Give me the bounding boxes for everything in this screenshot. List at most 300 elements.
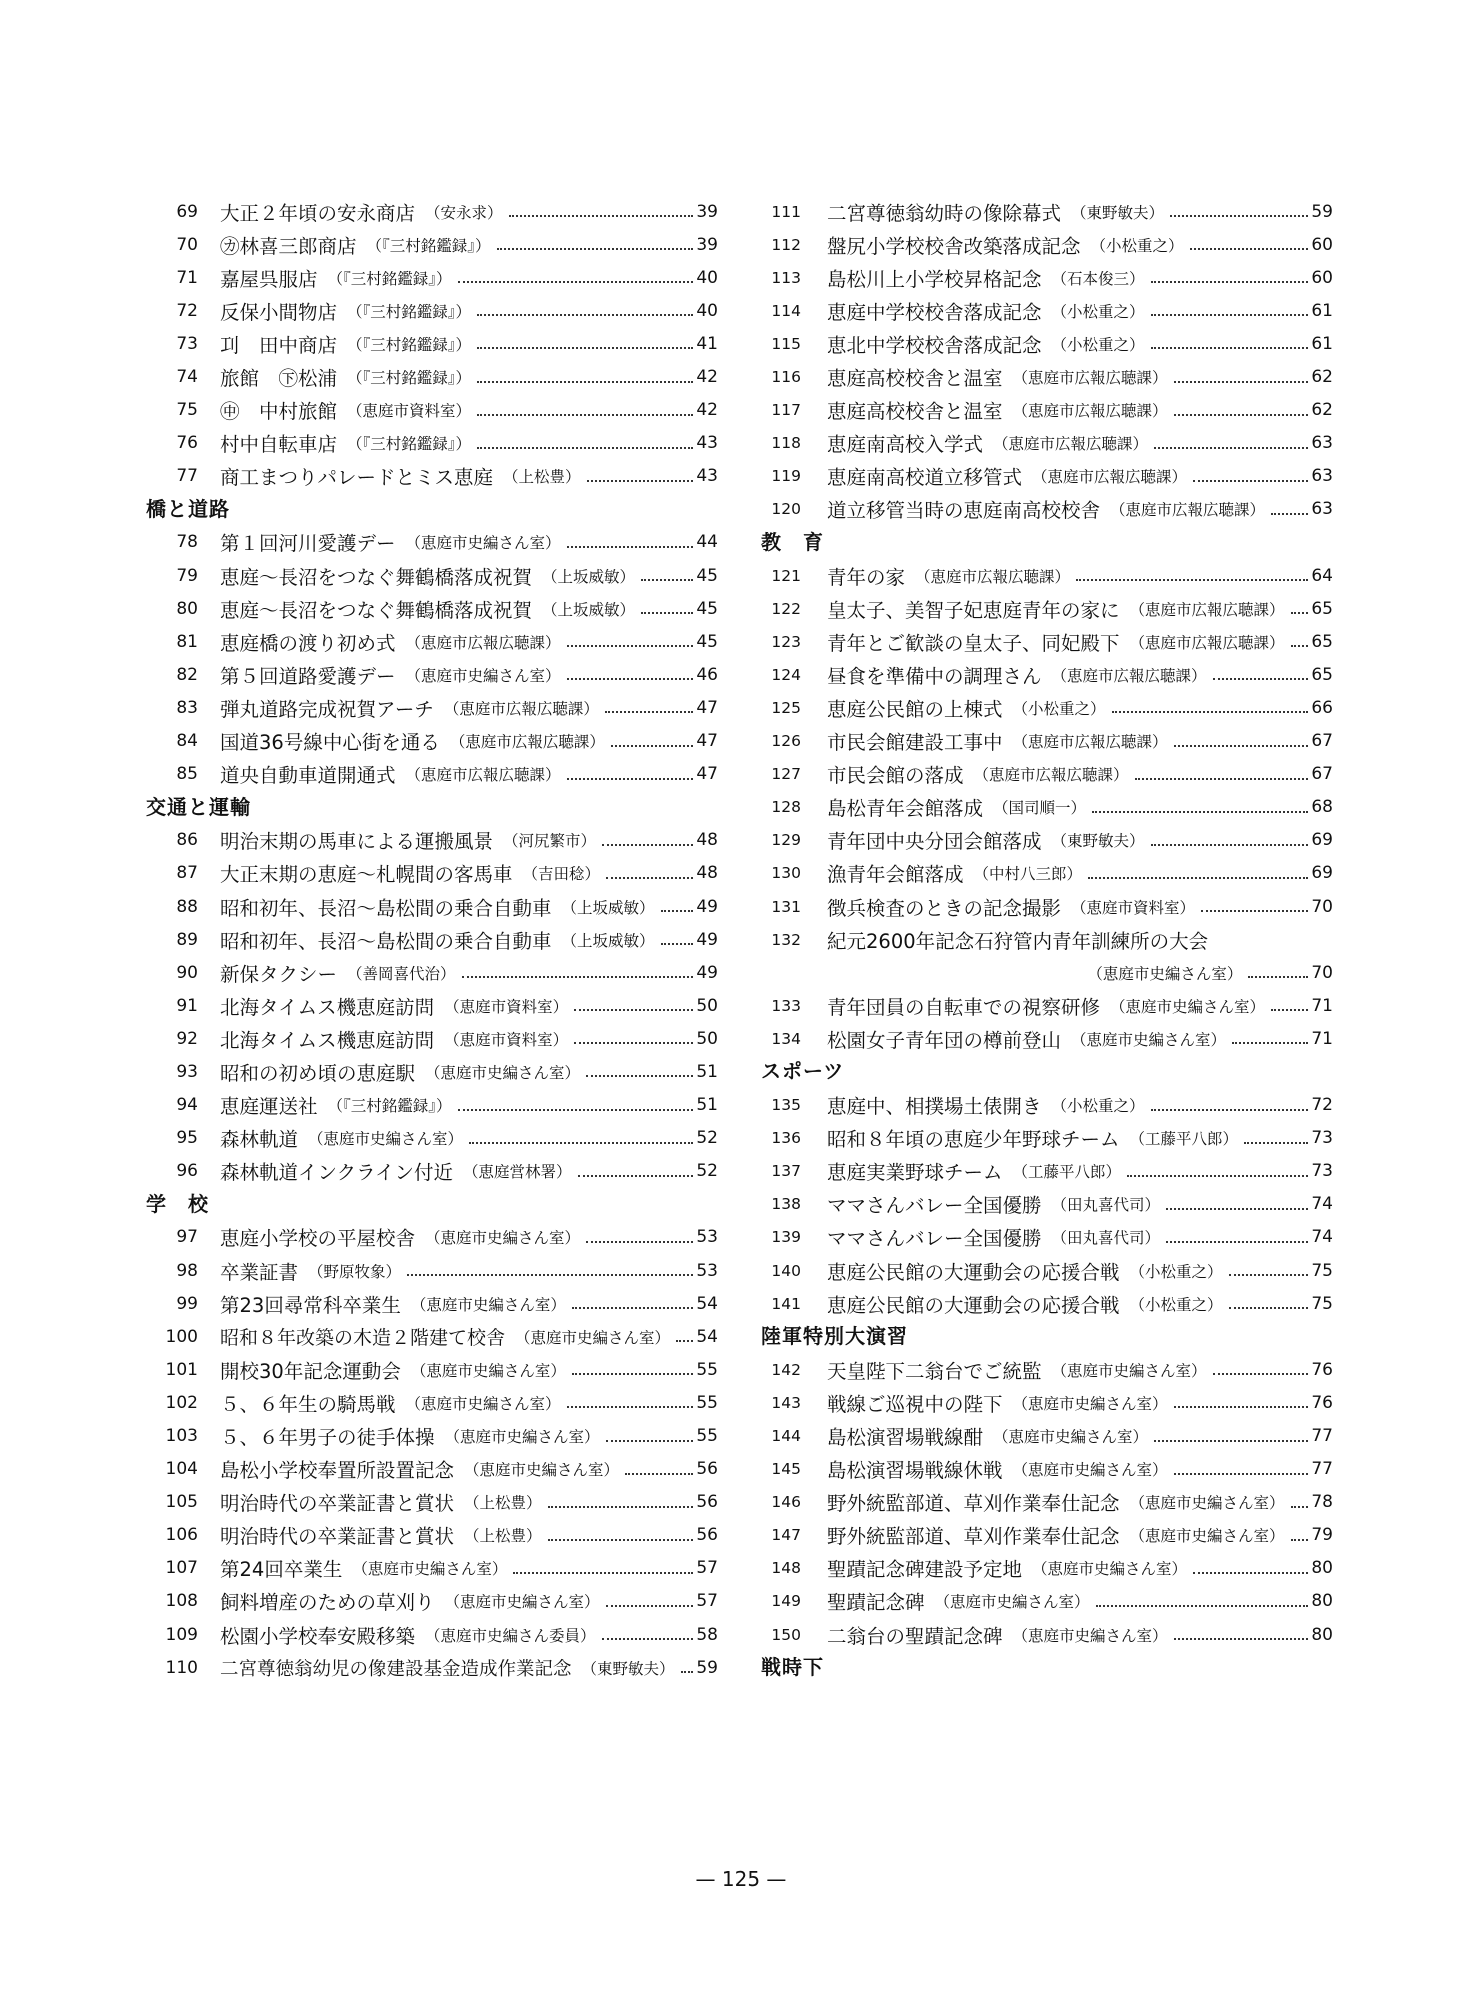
entry-page: 55 <box>696 1359 718 1380</box>
entry-number: 76 <box>176 433 198 454</box>
entry-number: 92 <box>176 1028 198 1049</box>
entry-number: 72 <box>176 300 198 321</box>
toc-entry <box>761 592 1333 625</box>
toc-entry <box>146 526 718 559</box>
toc-entry <box>761 1419 1333 1452</box>
entry-title: ㋕林喜三郎商店 <box>220 234 357 258</box>
entry-title: 青年の家 <box>827 565 906 589</box>
leader-dots <box>477 446 693 449</box>
entry-source: （恵庭市史編さん室） <box>1129 1494 1285 1513</box>
entry-source: （恵庭市資料室） <box>444 1030 569 1049</box>
entry-source: （工藤平八郎） <box>1129 1130 1239 1149</box>
entry-page: 80 <box>1311 1591 1333 1612</box>
toc-entry <box>146 1453 718 1486</box>
entry-page: 71 <box>1311 1028 1333 1049</box>
entry-source: （小松重之） <box>1051 335 1145 354</box>
toc-entry <box>146 1221 718 1254</box>
entry-number: 144 <box>771 1427 801 1446</box>
entry-source: （恵庭市史編さん室） <box>308 1130 464 1149</box>
entry-number: 135 <box>771 1096 801 1115</box>
entry-page: 45 <box>696 565 718 586</box>
leader-dots <box>661 942 694 945</box>
entry-page: 59 <box>696 1657 718 1678</box>
entry-number: 94 <box>176 1095 198 1116</box>
leader-dots <box>509 214 694 217</box>
entry-page: 67 <box>1311 764 1333 785</box>
entry-source: （中村八三郎） <box>973 865 1083 884</box>
entry-title: 恵庭公民館の上棟式 <box>827 697 1003 721</box>
leader-dots <box>548 1505 694 1508</box>
toc-entry <box>146 427 718 460</box>
leader-dots <box>1193 479 1308 482</box>
entry-title: 恵庭南高校入学式 <box>827 433 984 457</box>
entry-page: 65 <box>1311 631 1333 652</box>
section-heading: 学 校 <box>146 1191 209 1216</box>
leader-dots <box>1174 744 1309 747</box>
entry-source: （上坂威敏） <box>561 931 655 950</box>
toc-entry <box>146 460 718 493</box>
entry-page: 48 <box>696 830 718 851</box>
entry-page: 63 <box>1311 433 1333 454</box>
entry-title: 徴兵検査のときの記念撮影 <box>827 896 1062 920</box>
entry-title: 第24回卒業生 <box>220 1558 343 1582</box>
leader-dots <box>567 677 694 680</box>
leader-dots <box>1174 1637 1309 1640</box>
entry-title: 明治末期の馬車による運搬風景 <box>220 830 494 854</box>
entry-page: 47 <box>696 697 718 718</box>
entry-page: 58 <box>696 1624 718 1645</box>
toc-entry <box>761 890 1333 923</box>
entry-page: 73 <box>1311 1128 1333 1149</box>
entry-title: 昼食を準備中の調理さん <box>827 664 1042 688</box>
toc-entry <box>761 923 1333 989</box>
entry-page: 63 <box>1311 499 1333 520</box>
toc-right-column <box>761 195 1333 1684</box>
toc-entry <box>761 1618 1333 1651</box>
entry-title: 道立移管当時の恵庭南高校校舎 <box>827 499 1101 523</box>
entry-page: 60 <box>1311 234 1333 255</box>
toc-entry <box>146 592 718 625</box>
entry-number: 87 <box>176 863 198 884</box>
entry-source: （小松重之） <box>1051 302 1145 321</box>
entry-source: （野原牧象） <box>308 1262 402 1281</box>
toc-entry <box>761 1287 1333 1320</box>
entry-page: 68 <box>1311 797 1333 818</box>
toc-entry <box>761 1155 1333 1188</box>
entry-source: （恵庭市広報広聴課） <box>405 633 561 652</box>
toc-entry <box>146 923 718 956</box>
leader-dots <box>1154 1439 1308 1442</box>
entry-number: 118 <box>771 434 801 453</box>
toc-entry <box>146 1254 718 1287</box>
entry-source: （恵庭市広報広聴課） <box>1129 600 1285 619</box>
section-heading: 交通と運輸 <box>146 794 251 819</box>
entry-number: 103 <box>165 1426 198 1447</box>
toc-entry <box>146 327 718 360</box>
toc-entry <box>146 1519 718 1552</box>
toc-entry <box>761 1519 1333 1552</box>
entry-title: 恵庭南高校道立移管式 <box>827 466 1023 490</box>
toc-entry <box>146 1155 718 1188</box>
leader-dots <box>1174 1405 1309 1408</box>
leader-dots <box>477 380 693 383</box>
entry-page: 62 <box>1311 400 1333 421</box>
entry-title: 新保タクシー <box>220 962 338 986</box>
entry-title: 嘉屋呉服店 <box>220 267 318 291</box>
leader-dots <box>661 909 694 912</box>
leader-dots <box>1166 1240 1308 1243</box>
entry-source: （上坂威敏） <box>542 567 636 586</box>
leader-dots <box>574 1041 693 1044</box>
entry-number: 139 <box>771 1228 801 1247</box>
entry-page: 77 <box>1311 1459 1333 1480</box>
toc-entry <box>146 625 718 658</box>
entry-page: 63 <box>1311 466 1333 487</box>
entry-page: 76 <box>1311 1359 1333 1380</box>
entry-title: 松園女子青年団の樽前登山 <box>827 1028 1062 1052</box>
entry-title: ママさんバレー全国優勝 <box>827 1227 1042 1251</box>
entry-page: 75 <box>1311 1260 1333 1281</box>
entry-page: 50 <box>696 1028 718 1049</box>
toc-entry <box>761 1552 1333 1585</box>
toc-entry-line <box>761 923 1333 956</box>
toc-entry <box>761 294 1333 327</box>
entry-title: 青年団員の自転車での視察研修 <box>827 995 1101 1019</box>
entry-source: （田丸喜代司） <box>1051 1196 1161 1215</box>
leader-dots <box>497 247 694 250</box>
entry-page: 39 <box>696 234 718 255</box>
entry-source: （『三村銘鑑録』） <box>327 269 452 288</box>
entry-number: 149 <box>771 1592 801 1611</box>
entry-title: 恵庭中、相撲場土俵開き <box>827 1095 1042 1119</box>
toc-entry <box>146 559 718 592</box>
entry-title: 反保小間物店 <box>220 300 338 324</box>
toc-entry <box>761 791 1333 824</box>
toc-entry <box>146 989 718 1022</box>
leader-dots <box>578 1174 694 1177</box>
toc-entry <box>146 1022 718 1055</box>
leader-dots <box>606 876 693 879</box>
toc-entry <box>146 956 718 989</box>
toc-entry <box>146 1386 718 1419</box>
entry-number: 90 <box>176 962 198 983</box>
entry-number: 116 <box>771 368 801 387</box>
toc-entry <box>146 1651 718 1684</box>
entry-number: 140 <box>771 1261 801 1280</box>
entry-source: （恵庭市史編さん室） <box>993 1428 1149 1447</box>
leader-dots <box>681 1670 694 1673</box>
entry-title: 恵庭公民館の大運動会の応援合戦 <box>827 1293 1120 1317</box>
entry-page: 69 <box>1311 863 1333 884</box>
toc-entry <box>146 857 718 890</box>
entry-source: （恵庭市史編さん室） <box>410 1361 566 1380</box>
entry-page: 64 <box>1311 565 1333 586</box>
leader-dots <box>676 1339 693 1342</box>
entry-title: 北海タイムス機恵庭訪問 <box>220 1028 435 1052</box>
entry-source: （『三村銘鑑録』） <box>347 302 472 321</box>
entry-page: 49 <box>696 929 718 950</box>
leader-dots <box>567 777 694 780</box>
entry-number: 101 <box>165 1359 198 1380</box>
entry-source: （河尻繁市） <box>503 832 597 851</box>
entry-title: ５、６年男子の徒手体操 <box>220 1426 435 1450</box>
entry-title: 青年団中央分団会館落成 <box>827 830 1042 854</box>
entry-title: 恵庭高校校舎と温室 <box>827 367 1003 391</box>
leader-dots <box>1127 1174 1308 1177</box>
leader-dots <box>469 1141 693 1144</box>
entry-title: 恵庭中学校校舎落成記念 <box>827 300 1042 324</box>
entry-number: 143 <box>771 1393 801 1412</box>
entry-page: 78 <box>1311 1492 1333 1513</box>
toc-entry <box>761 1486 1333 1519</box>
entry-page: 74 <box>1311 1194 1333 1215</box>
entry-title: 大正２年頃の安永商店 <box>220 201 416 225</box>
toc-entry <box>146 261 718 294</box>
toc-entry <box>146 1320 718 1353</box>
entry-number: 86 <box>176 830 198 851</box>
entry-number: 123 <box>771 632 801 651</box>
toc-entry <box>761 1089 1333 1122</box>
leader-dots <box>567 545 694 548</box>
entry-source: （『三村銘鑑録』） <box>347 335 472 354</box>
entry-page: 69 <box>1311 830 1333 851</box>
entry-page: 39 <box>696 201 718 222</box>
entry-source: （『三村銘鑑録』） <box>347 435 472 454</box>
entry-title: 野外統監部道、草刈作業奉仕記念 <box>827 1525 1120 1549</box>
entry-number: 114 <box>771 301 801 320</box>
leader-dots <box>1135 777 1309 780</box>
toc-entry <box>146 1552 718 1585</box>
entry-title: 昭和８年改築の木造２階建て校舎 <box>220 1327 506 1350</box>
leader-dots <box>567 1405 694 1408</box>
entry-title: 盤尻小学校校舎改築落成記念 <box>827 234 1081 258</box>
toc-entry <box>761 758 1333 791</box>
entry-number: 133 <box>771 996 801 1015</box>
entry-number: 141 <box>771 1294 801 1313</box>
toc-entry <box>761 1122 1333 1155</box>
entry-page: 53 <box>696 1260 718 1281</box>
entry-source: （恵庭市史編さん室） <box>1110 997 1266 1016</box>
entry-number: 95 <box>176 1128 198 1149</box>
toc-entry <box>146 1585 718 1618</box>
entry-number: 126 <box>771 732 801 751</box>
entry-title: 島松小学校奉置所設置記念 <box>220 1459 455 1483</box>
section-heading: 陸軍特別大演習 <box>761 1324 908 1349</box>
entry-title: 市民会館の落成 <box>827 764 964 788</box>
leader-dots <box>611 744 694 747</box>
toc-entry <box>146 725 718 758</box>
leader-dots <box>1291 644 1309 647</box>
toc-entry-line <box>761 956 1333 989</box>
leader-dots <box>1096 1604 1309 1607</box>
entry-source: （石本俊三） <box>1051 269 1145 288</box>
toc-entry <box>761 195 1333 228</box>
entry-source: （恵庭市史編さん室） <box>515 1328 671 1347</box>
entry-source: （恵庭市史編さん室） <box>444 1428 600 1447</box>
toc-entry <box>761 824 1333 857</box>
toc-entry <box>146 1089 718 1122</box>
toc-entry <box>761 1585 1333 1618</box>
entry-number: 110 <box>165 1657 198 1678</box>
leader-dots <box>587 479 694 482</box>
entry-page: 80 <box>1311 1624 1333 1645</box>
entry-title: 㓚 田中商店 <box>220 333 338 357</box>
section-heading: 戦時下 <box>761 1655 824 1680</box>
leader-dots <box>602 1637 694 1640</box>
entry-title: 二宮尊徳翁幼児の像建設基金造成作業記念 <box>220 1658 572 1680</box>
entry-source: （上松豊） <box>503 468 581 487</box>
entry-source: （恵庭営林署） <box>463 1163 572 1182</box>
entry-source: （恵庭市史編さん室） <box>934 1593 1090 1612</box>
entry-title: 恵庭橋の渡り初め式 <box>220 631 396 655</box>
entry-number: 91 <box>176 995 198 1016</box>
entry-number: 74 <box>176 367 198 388</box>
entry-number: 70 <box>176 234 198 255</box>
leader-dots <box>1229 1273 1309 1276</box>
entry-number: 102 <box>165 1392 198 1413</box>
entry-number: 82 <box>176 664 198 685</box>
entry-number: 85 <box>176 764 198 785</box>
leader-dots <box>1213 1372 1309 1375</box>
entry-page: 71 <box>1311 995 1333 1016</box>
entry-page: 67 <box>1311 731 1333 752</box>
entry-page: 42 <box>696 367 718 388</box>
toc-entry <box>146 890 718 923</box>
entry-page: 80 <box>1311 1558 1333 1579</box>
leader-dots <box>548 1538 694 1541</box>
entry-source: （恵庭市資料室） <box>1071 898 1196 917</box>
entry-number: 78 <box>176 532 198 553</box>
leader-dots <box>572 1306 694 1309</box>
entry-source: （恵庭市史編さん室） <box>1051 1361 1207 1380</box>
entry-number: 145 <box>771 1460 801 1479</box>
entry-title: 恵庭～長沼をつなぐ舞鶴橋落成祝賀 <box>220 598 533 622</box>
leader-dots <box>641 578 693 581</box>
leader-dots <box>574 1008 693 1011</box>
entry-page: 72 <box>1311 1095 1333 1116</box>
entry-number: 97 <box>176 1227 198 1248</box>
toc-entry <box>146 1353 718 1386</box>
toc-entry <box>146 228 718 261</box>
toc-entry <box>146 691 718 724</box>
entry-source: （恵庭市史編さん室） <box>405 666 561 685</box>
entry-title: 恵庭運送社 <box>220 1095 318 1119</box>
entry-title: 弾丸道路完成祝賀アーチ <box>220 697 434 721</box>
leader-dots <box>1151 346 1309 349</box>
toc-entry <box>761 1353 1333 1386</box>
toc-entry <box>146 360 718 393</box>
entry-source: （工藤平八郎） <box>1012 1163 1122 1182</box>
entry-title: 松園小学校奉安殿移築 <box>220 1624 416 1648</box>
entry-title: 昭和の初め頃の恵庭駅 <box>220 1061 416 1085</box>
entry-title: 開校30年記念運動会 <box>220 1359 401 1383</box>
entry-page: 56 <box>696 1492 718 1513</box>
entry-page: 74 <box>1311 1227 1333 1248</box>
entry-number: 75 <box>176 400 198 421</box>
entry-title: 島松川上小学校昇格記念 <box>827 267 1042 291</box>
entry-number: 148 <box>771 1559 801 1578</box>
toc-entry <box>146 394 718 427</box>
entry-number: 80 <box>176 598 198 619</box>
leader-dots <box>477 313 693 316</box>
entry-source: （恵庭市広報広聴課） <box>1110 501 1266 520</box>
toc-entry <box>761 1221 1333 1254</box>
entry-number: 100 <box>165 1326 198 1347</box>
entry-number: 136 <box>771 1129 801 1148</box>
entry-source: （恵庭市資料室） <box>444 997 569 1016</box>
entry-title: 森林軌道インクライン付近 <box>220 1161 454 1185</box>
entry-number: 106 <box>165 1525 198 1546</box>
entry-number: 112 <box>771 235 801 254</box>
entry-title: 島松青年会館落成 <box>827 797 984 821</box>
leader-dots <box>1244 1141 1308 1144</box>
leader-dots <box>1291 1505 1309 1508</box>
entry-title: 北海タイムス機恵庭訪問 <box>220 995 435 1019</box>
toc-entry <box>761 691 1333 724</box>
leader-dots <box>1151 313 1309 316</box>
entry-source: （小松重之） <box>1012 699 1106 718</box>
entry-source: （恵庭市史編さん室） <box>425 1063 581 1082</box>
entry-page: 57 <box>696 1558 718 1579</box>
entry-title: 天皇陛下二翁台でご統監 <box>827 1359 1042 1383</box>
leader-dots <box>1076 578 1308 581</box>
entry-title: 聖蹟記念碑 <box>827 1591 925 1615</box>
entry-title: ママさんバレー全国優勝 <box>827 1194 1042 1218</box>
leader-dots <box>625 1472 693 1475</box>
entry-source: （上坂威敏） <box>542 600 636 619</box>
section-heading: 橋と道路 <box>146 496 230 521</box>
toc-entry <box>146 658 718 691</box>
leader-dots <box>1170 214 1308 217</box>
leader-dots <box>458 1108 694 1111</box>
entry-page: 60 <box>1311 267 1333 288</box>
entry-page: 46 <box>696 664 718 685</box>
entry-source: （国司順一） <box>993 799 1087 818</box>
leader-dots <box>1166 1207 1308 1210</box>
entry-title: 第５回道路愛護デー <box>220 664 396 688</box>
entry-title: 森林軌道 <box>220 1128 299 1152</box>
toc-entry <box>146 1055 718 1088</box>
entry-page: 45 <box>696 631 718 652</box>
toc-entry <box>146 294 718 327</box>
entry-number: 83 <box>176 697 198 718</box>
leader-dots <box>1193 1571 1308 1574</box>
entry-title: 漁青年会館落成 <box>827 863 964 887</box>
toc-entry <box>761 658 1333 691</box>
entry-page: 49 <box>696 896 718 917</box>
toc-entry <box>146 1618 718 1651</box>
entry-page: 55 <box>696 1426 718 1447</box>
entry-source: （恵庭市史編さん委員） <box>425 1626 596 1645</box>
toc-entry <box>761 857 1333 890</box>
toc-entry <box>146 758 718 791</box>
entry-page: 56 <box>696 1459 718 1480</box>
toc-entry <box>761 261 1333 294</box>
toc-entry <box>761 559 1333 592</box>
entry-source: （安永求） <box>425 203 503 222</box>
toc-entry <box>146 1122 718 1155</box>
entry-number: 113 <box>771 268 801 287</box>
entry-source: （恵庭市広報広聴課） <box>1012 402 1168 421</box>
entry-page: 76 <box>1311 1392 1333 1413</box>
entry-number: 99 <box>176 1293 198 1314</box>
entry-page: 55 <box>696 1392 718 1413</box>
entry-page: 47 <box>696 731 718 752</box>
toc-entry <box>761 1386 1333 1419</box>
entry-page: 52 <box>696 1161 718 1182</box>
entry-page: 40 <box>696 300 718 321</box>
entry-source: （恵庭市広報広聴課） <box>443 699 599 718</box>
